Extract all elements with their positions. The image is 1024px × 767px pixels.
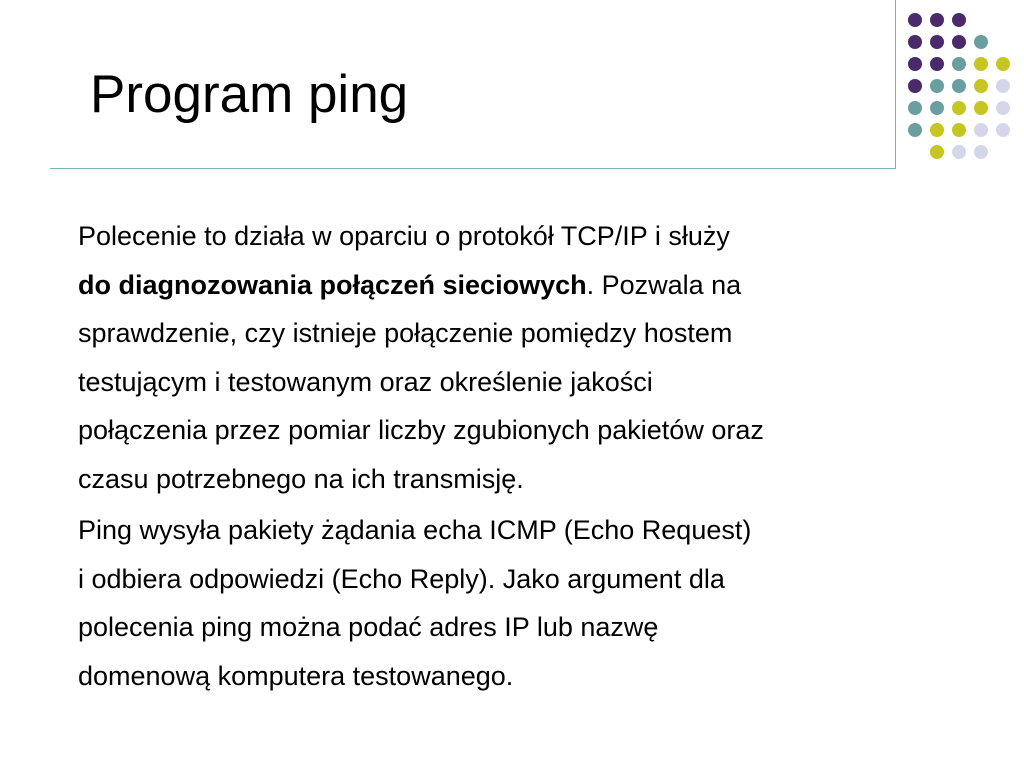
decorative-dot bbox=[930, 35, 944, 49]
decorative-dot bbox=[952, 123, 966, 137]
decorative-dot bbox=[996, 79, 1010, 93]
decorative-dot bbox=[908, 35, 922, 49]
decorative-dot bbox=[952, 13, 966, 27]
slide-body bbox=[78, 212, 978, 700]
decorative-dot bbox=[974, 123, 988, 137]
text-line: czasu potrzebnego na ich transmisję. bbox=[78, 463, 524, 494]
decorative-dot bbox=[930, 123, 944, 137]
decorative-dot-grid bbox=[0, 0, 1024, 170]
slide-title: Program ping bbox=[90, 65, 409, 124]
decorative-dot bbox=[974, 35, 988, 49]
decorative-dot bbox=[908, 57, 922, 71]
decorative-dot bbox=[930, 79, 944, 93]
text-line: testującym i testowanym oraz określenie jakości bbox=[78, 366, 653, 397]
text-line: Ping wysyła pakiety żądania echa ICMP (Echo Request) bbox=[78, 515, 752, 545]
decorative-dot bbox=[908, 79, 922, 93]
paragraph-description bbox=[78, 212, 978, 503]
bold-phrase: do diagnozowania połączeń sieciowych bbox=[78, 269, 587, 300]
decorative-dot bbox=[952, 101, 966, 115]
decorative-dot bbox=[952, 35, 966, 49]
text-line: i odbiera odpowiedzi (Echo Reply). Jako argument dla bbox=[78, 563, 725, 594]
decorative-dot bbox=[996, 57, 1010, 71]
text-line: . Pozwala na bbox=[586, 269, 742, 300]
text-line: polecenia ping można podać adres IP lub nazwę bbox=[78, 612, 659, 642]
text-line: domenową komputera testowanego. bbox=[78, 660, 514, 691]
paragraph-usage bbox=[78, 506, 978, 700]
decorative-dot bbox=[996, 101, 1010, 115]
decorative-dot bbox=[974, 101, 988, 115]
decorative-dot bbox=[974, 79, 988, 93]
decorative-dot bbox=[908, 13, 922, 27]
decorative-dot bbox=[996, 123, 1010, 137]
text-line: sprawdzenie, czy istnieje połączenie pomiędzy hostem bbox=[78, 318, 733, 348]
decorative-dot bbox=[952, 145, 966, 159]
decorative-dot bbox=[974, 57, 988, 71]
decorative-dot bbox=[952, 57, 966, 71]
decorative-dot bbox=[930, 57, 944, 71]
decorative-dot bbox=[952, 79, 966, 93]
decorative-dot bbox=[908, 101, 922, 115]
text-line: Polecenie to działa w oparciu o protokół TCP/IP i służy bbox=[78, 221, 730, 251]
text-line: połączenia przez pomiar liczby zgubionych pakietów oraz bbox=[78, 415, 764, 445]
decorative-dot bbox=[930, 101, 944, 115]
decorative-dot bbox=[930, 145, 944, 159]
decorative-dot bbox=[908, 123, 922, 137]
decorative-dot bbox=[930, 13, 944, 27]
decorative-dot bbox=[974, 145, 988, 159]
